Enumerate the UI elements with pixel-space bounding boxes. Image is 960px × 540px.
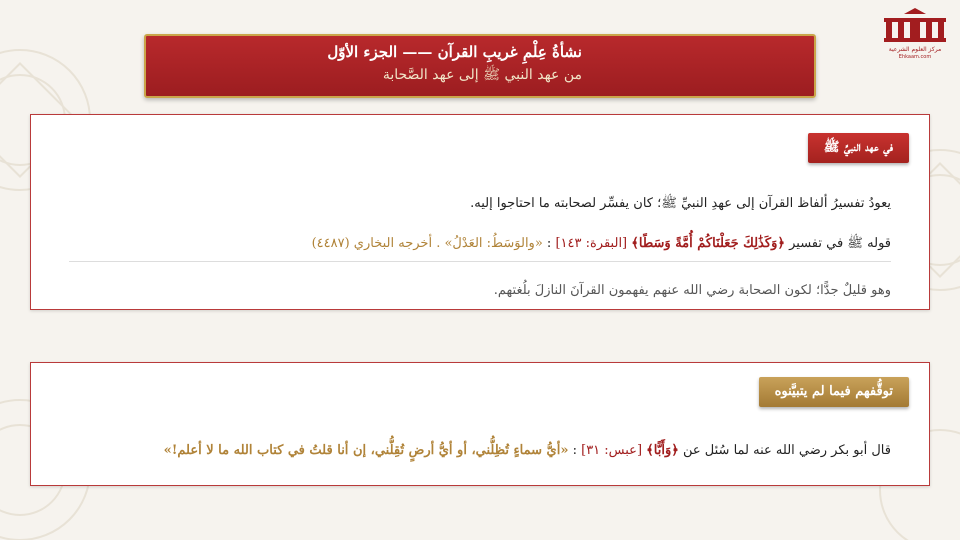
section-prophet-era-line-3: وهو قليلٌ جدًّا؛ لكون الصحابة رضي الله عنهم يفهمون القرآنَ النازلَ بلُغتهم. xyxy=(493,283,891,298)
quote-intro: قال أبو بكر رضي الله عنه لما سُئل عن xyxy=(678,443,891,458)
section-prophet-era-tag: في عهد النبيِّ ﷺ xyxy=(808,133,909,163)
section-abstention-line-1 xyxy=(69,443,891,458)
ehkaam-logo xyxy=(878,6,952,68)
verse-reference: [عبس: ٣١] xyxy=(581,443,647,458)
quote-intro: قوله ﷺ في تفسير xyxy=(784,236,891,251)
page-subtitle: من عهد النبي ﷺ إلى عهد الصَّحابة xyxy=(382,67,582,83)
separator: : xyxy=(542,236,556,251)
quran-verse: ﴿وَكَذَٰلِكَ جَعَلْنَاكُمْ أُمَّةً وَسَطًا﴾ xyxy=(631,236,785,251)
divider xyxy=(69,261,891,262)
section-prophet-era-line-1: يعودُ تفسيرُ ألفاظ القرآن إلى عهدِ النبيِّ ﷺ؛ كان يفسِّر لصحابته ما احتاجوا إليه. xyxy=(470,196,891,211)
section-abstention xyxy=(30,362,930,486)
logo-tagline: Ehkaam.com xyxy=(898,54,932,60)
logo-subtitle: مركز العلوم الشرعية xyxy=(888,46,942,53)
ehkaam-logo-mark xyxy=(880,6,950,46)
section-prophet-era-line-2 xyxy=(69,235,891,254)
quran-verse: ﴿وَأَبًّا﴾ xyxy=(646,443,679,458)
verse-reference: [البقرة: ١٤٣] xyxy=(555,236,632,251)
section-prophet-era xyxy=(30,114,930,310)
abu-bakr-quote: «أيُّ سماءٍ تُظِلُّني، أو أيُّ أرضٍ تُقِلُّني، إن أنا قلتُ في كتاب الله ما لا أعلم!» xyxy=(163,443,569,458)
section-abstention-tag: توقُّفهم فيما لم يتبيَّنوه xyxy=(759,377,909,407)
title-banner xyxy=(144,34,816,98)
page-title: نشأةُ عِلْمِ غريبِ القرآن —— الجزء الأوّل xyxy=(327,43,582,61)
separator: : xyxy=(568,443,582,458)
hadith-quote: «والوَسَطُ: العَدْلُ» . أخرجه البخاري (٤٤٨٧) xyxy=(311,236,543,251)
